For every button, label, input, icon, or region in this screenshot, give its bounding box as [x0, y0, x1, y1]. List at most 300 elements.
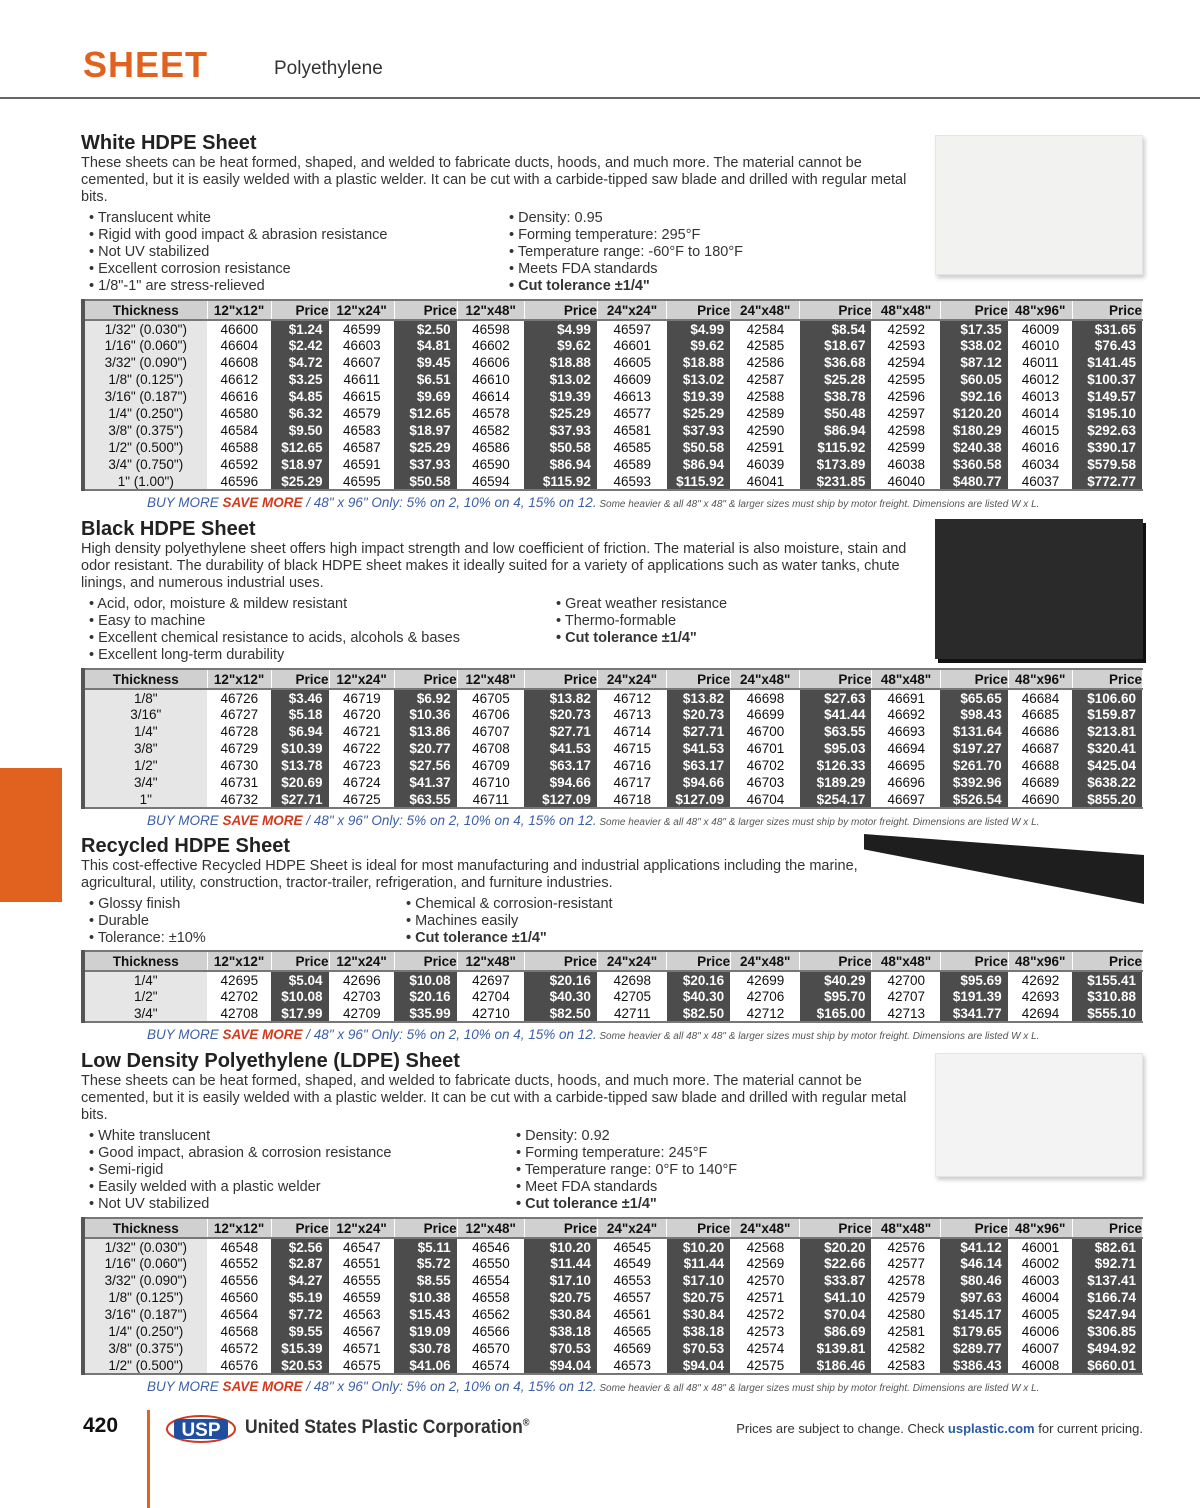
part-number-cell: 46594	[457, 473, 524, 490]
promo-line	[147, 495, 1039, 510]
part-number-cell: 46016	[1008, 439, 1072, 456]
part-number-cell: 42702	[207, 988, 271, 1005]
price-cell: $139.81	[800, 1340, 872, 1357]
promo-red-text: SAVE MORE	[222, 495, 303, 510]
price-cell: $4.81	[394, 337, 457, 354]
price-header: Price	[800, 669, 872, 689]
price-cell: $240.38	[940, 439, 1008, 456]
part-number-cell: 46545	[597, 1238, 666, 1255]
part-number-cell: 46012	[1008, 371, 1072, 388]
price-cell: $526.54	[940, 791, 1008, 808]
white-hdpe-price-table	[81, 299, 1143, 491]
price-cell: $30.84	[667, 1306, 731, 1323]
price-header: Price	[667, 669, 731, 689]
promo-blue-text: BUY MORE	[147, 1027, 223, 1042]
price-cell: $50.48	[800, 405, 872, 422]
table-row	[83, 371, 1143, 388]
part-number-cell: 46552	[207, 1255, 271, 1272]
price-header: Price	[524, 300, 597, 320]
logo-text: USP	[181, 1420, 221, 1441]
part-number-cell: 46727	[207, 706, 271, 723]
part-number-cell: 42596	[872, 388, 940, 405]
part-number-cell: 46013	[1008, 388, 1072, 405]
price-cell: $82.61	[1072, 1238, 1142, 1255]
price-cell: $6.94	[271, 723, 329, 740]
part-number-cell: 46697	[872, 791, 940, 808]
price-header: Price	[800, 300, 872, 320]
bullet-item: • Machines easily	[406, 912, 519, 929]
table-row	[83, 320, 1143, 337]
part-number-cell: 46718	[597, 791, 666, 808]
part-number-cell: 46609	[597, 371, 666, 388]
part-number-cell: 42599	[872, 439, 940, 456]
price-cell: $5.11	[394, 1238, 457, 1255]
part-number-cell: 46603	[329, 337, 394, 354]
promo-blue-text: 48" x 96" Only: 5% on 2, 10% on 4, 15% on 12.	[313, 813, 597, 828]
part-number-cell: 42573	[731, 1323, 800, 1340]
part-number-cell: 46715	[597, 740, 666, 757]
part-number-cell: 42712	[731, 1005, 800, 1022]
part-number-cell: 46576	[207, 1357, 271, 1374]
price-cell: $137.41	[1072, 1272, 1142, 1289]
part-number-cell: 46723	[329, 757, 394, 774]
part-number-cell: 46592	[207, 456, 271, 473]
table-row	[83, 971, 1143, 988]
price-cell: $18.88	[667, 354, 731, 371]
part-number-cell: 42693	[1008, 988, 1072, 1005]
table-header-row	[83, 669, 1143, 689]
price-cell: $292.63	[1072, 422, 1142, 439]
promo-blue-text: BUY MORE	[147, 495, 223, 510]
thickness-cell: 3/32" (0.090")	[83, 1272, 207, 1289]
promo-line	[147, 1379, 1039, 1394]
bullet-list-left	[89, 210, 387, 295]
price-header: Price	[800, 1218, 872, 1238]
thickness-cell: 1/4" (0.250")	[83, 405, 207, 422]
part-number-cell: 46596	[207, 473, 271, 490]
bullet-item: • Density: 0.92	[516, 1128, 610, 1144]
price-cell: $9.45	[394, 354, 457, 371]
part-number-cell: 46573	[597, 1357, 666, 1374]
thickness-header: Thickness	[83, 669, 207, 689]
price-cell: $179.65	[940, 1323, 1008, 1340]
bullet-list-right	[556, 596, 727, 647]
part-number-cell: 46687	[1008, 740, 1072, 757]
part-number-cell: 42713	[872, 1005, 940, 1022]
bullet-item: • Semi-rigid	[89, 1161, 164, 1178]
price-header: Price	[940, 300, 1008, 320]
part-number-cell: 42581	[872, 1323, 940, 1340]
size-header: 12"x48"	[457, 300, 524, 320]
thickness-cell: 1/32" (0.030")	[83, 320, 207, 337]
price-cell: $10.08	[394, 971, 457, 988]
promo-blue-text: /	[302, 1379, 314, 1394]
part-number-cell: 42594	[872, 354, 940, 371]
price-cell: $50.58	[667, 439, 731, 456]
thickness-cell: 1/2"	[83, 988, 207, 1005]
part-number-cell: 46006	[1008, 1323, 1072, 1340]
bullet-list-left	[89, 596, 460, 664]
thickness-cell: 1/8" (0.125")	[83, 1289, 207, 1306]
part-number-cell: 46731	[207, 774, 271, 791]
part-number-cell: 46565	[597, 1323, 666, 1340]
section-description: High density polyethylene sheet offers high impact strength and low coefficient of friction. The material is also moisture, stain and odor resistant. The durability of black HDPE sheet makes it ideally suited for a variety of applications such as water tanks, chute linings, and numerous industrial uses.	[81, 541, 907, 591]
price-cell: $19.39	[524, 388, 597, 405]
part-number-cell: 46599	[329, 320, 394, 337]
side-tab	[0, 768, 62, 902]
part-number-cell: 46588	[207, 439, 271, 456]
price-cell: $92.16	[940, 388, 1008, 405]
thickness-cell: 1/8" (0.125")	[83, 371, 207, 388]
price-cell: $20.75	[524, 1289, 597, 1306]
price-header: Price	[800, 951, 872, 971]
part-number-cell: 42595	[872, 371, 940, 388]
price-cell: $17.99	[271, 1005, 329, 1022]
part-number-cell: 46604	[207, 337, 271, 354]
section-description: This cost-effective Recycled HDPE Sheet is ideal for most manufacturing and industrial applications including the marine, agricultural, utility, construction, tractor-trailer, refrigeration, and furniture industries.	[81, 858, 858, 891]
price-cell: $5.72	[394, 1255, 457, 1272]
price-header: Price	[1072, 300, 1142, 320]
price-cell: $2.87	[271, 1255, 329, 1272]
price-cell: $27.71	[667, 723, 731, 740]
black-hdpe-price-table	[81, 668, 1143, 809]
size-header: 12"x48"	[457, 669, 524, 689]
part-number-cell: 46038	[872, 456, 940, 473]
part-number-cell: 42597	[872, 405, 940, 422]
part-number-cell: 42699	[731, 971, 800, 988]
section-description: These sheets can be heat formed, shaped, and welded to fabricate ducts, hoods, and much more. The material cannot be cemented, but it is easily welded with a plastic welder. It can be cut with a carbide-tipped saw blade and drilled with regular metal bits.	[81, 1073, 907, 1123]
price-cell: $65.65	[940, 689, 1008, 706]
part-number-cell: 46040	[872, 473, 940, 490]
table-row	[83, 1005, 1143, 1022]
size-header: 12"x48"	[457, 1218, 524, 1238]
part-number-cell: 46693	[872, 723, 940, 740]
usp-logo	[166, 1414, 236, 1444]
price-cell: $11.44	[667, 1255, 731, 1272]
price-cell: $25.29	[271, 473, 329, 490]
thickness-cell: 3/32" (0.090")	[83, 354, 207, 371]
promo-red-text: SAVE MORE	[222, 1027, 303, 1042]
part-number-cell: 42592	[872, 320, 940, 337]
price-cell: $9.69	[394, 388, 457, 405]
size-header: 48"x96"	[1008, 300, 1072, 320]
table-row	[83, 1272, 1143, 1289]
promo-blue-text: BUY MORE	[147, 1379, 223, 1394]
promo-small-text: Some heavier & all 48" x 48" & larger sizes must ship by motor freight. Dimensions are listed W x L.	[596, 1031, 1040, 1042]
part-number-cell: 46713	[597, 706, 666, 723]
price-cell: $33.87	[800, 1272, 872, 1289]
bullet-item: • Cut tolerance ±1/4"	[556, 629, 697, 646]
price-cell: $660.01	[1072, 1357, 1142, 1374]
part-number-cell: 46005	[1008, 1306, 1072, 1323]
price-cell: $94.66	[524, 774, 597, 791]
price-cell: $95.70	[800, 988, 872, 1005]
size-header: 24"x24"	[597, 1218, 666, 1238]
part-number-cell: 42585	[731, 337, 800, 354]
thickness-cell: 3/8"	[83, 740, 207, 757]
price-cell: $20.16	[394, 988, 457, 1005]
bullet-item: • Thermo-formable	[556, 612, 677, 629]
price-cell: $127.09	[667, 791, 731, 808]
part-number-cell: 46593	[597, 473, 666, 490]
part-number-cell: 46585	[597, 439, 666, 456]
part-number-cell: 42697	[457, 971, 524, 988]
price-cell: $9.50	[271, 422, 329, 439]
part-number-cell: 46566	[457, 1323, 524, 1340]
price-cell: $63.17	[524, 757, 597, 774]
bullet-list-left	[89, 896, 206, 947]
price-cell: $41.53	[524, 740, 597, 757]
price-header: Price	[394, 1218, 457, 1238]
price-cell: $10.36	[394, 706, 457, 723]
bullet-item: • Forming temperature: 295°F	[509, 226, 701, 243]
part-number-cell: 42711	[597, 1005, 666, 1022]
price-cell: $97.63	[940, 1289, 1008, 1306]
price-cell: $25.29	[394, 439, 457, 456]
price-cell: $772.77	[1072, 473, 1142, 490]
table-row	[83, 1357, 1143, 1374]
part-number-cell: 46583	[329, 422, 394, 439]
price-cell: $4.27	[271, 1272, 329, 1289]
price-cell: $4.99	[667, 320, 731, 337]
price-cell: $63.55	[800, 723, 872, 740]
size-header: 12"x24"	[329, 300, 394, 320]
price-cell: $320.41	[1072, 740, 1142, 757]
part-number-cell: 46605	[597, 354, 666, 371]
part-number-cell: 46547	[329, 1238, 394, 1255]
bullet-item: • Density: 0.95	[509, 210, 603, 226]
bullet-item: • Meets FDA standards	[509, 260, 658, 277]
promo-blue-text: /	[302, 1027, 314, 1042]
part-number-cell: 46728	[207, 723, 271, 740]
part-number-cell: 46562	[457, 1306, 524, 1323]
part-number-cell: 46007	[1008, 1340, 1072, 1357]
part-number-cell: 42574	[731, 1340, 800, 1357]
part-number-cell: 46724	[329, 774, 394, 791]
thickness-cell: 3/16"	[83, 706, 207, 723]
part-number-cell: 46555	[329, 1272, 394, 1289]
price-header: Price	[667, 300, 731, 320]
part-number-cell: 42703	[329, 988, 394, 1005]
bullet-list-left	[89, 1128, 391, 1213]
price-cell: $4.99	[524, 320, 597, 337]
part-number-cell: 46014	[1008, 405, 1072, 422]
price-cell: $31.65	[1072, 320, 1142, 337]
website-link[interactable]: usplastic.com	[947, 1421, 1035, 1436]
thickness-cell: 1/8"	[83, 689, 207, 706]
price-cell: $5.18	[271, 706, 329, 723]
part-number-cell: 46561	[597, 1306, 666, 1323]
part-number-cell: 46611	[329, 371, 394, 388]
part-number-cell: 46556	[207, 1272, 271, 1289]
price-cell: $13.82	[667, 689, 731, 706]
size-header: 12"x24"	[329, 951, 394, 971]
price-cell: $86.94	[800, 422, 872, 439]
bullet-item: • Temperature range: 0°F to 140°F	[516, 1161, 738, 1178]
part-number-cell: 42588	[731, 388, 800, 405]
bullet-item: • Excellent long-term durability	[89, 646, 285, 663]
price-cell: $18.97	[394, 422, 457, 439]
table-row	[83, 774, 1143, 791]
size-header: 12"x48"	[457, 951, 524, 971]
part-number-cell: 42700	[872, 971, 940, 988]
part-number-cell: 42695	[207, 971, 271, 988]
price-header: Price	[271, 300, 329, 320]
price-cell: $126.33	[800, 757, 872, 774]
part-number-cell: 42696	[329, 971, 394, 988]
price-cell: $189.29	[800, 774, 872, 791]
price-cell: $30.78	[394, 1340, 457, 1357]
table-row	[83, 1238, 1143, 1255]
white-hdpe-swatch	[935, 135, 1143, 275]
price-cell: $254.17	[800, 791, 872, 808]
bullet-item: • Cut tolerance ±1/4"	[516, 1195, 657, 1212]
price-cell: $25.29	[524, 405, 597, 422]
promo-red-text: SAVE MORE	[222, 813, 303, 828]
bullet-item: • Excellent corrosion resistance	[89, 260, 291, 277]
price-cell: $27.71	[271, 791, 329, 808]
part-number-cell: 46554	[457, 1272, 524, 1289]
thickness-cell: 1/4"	[83, 723, 207, 740]
promo-blue-text: 48" x 96" Only: 5% on 2, 10% on 4, 15% on 12.	[313, 1027, 597, 1042]
price-cell: $13.02	[667, 371, 731, 388]
part-number-cell: 46001	[1008, 1238, 1072, 1255]
part-number-cell: 46709	[457, 757, 524, 774]
promo-blue-text: BUY MORE	[147, 813, 223, 828]
price-cell: $10.08	[271, 988, 329, 1005]
price-cell: $17.10	[667, 1272, 731, 1289]
price-cell: $17.35	[940, 320, 1008, 337]
price-cell: $166.74	[1072, 1289, 1142, 1306]
part-number-cell: 42589	[731, 405, 800, 422]
thickness-cell: 1/2"	[83, 757, 207, 774]
part-number-cell: 42580	[872, 1306, 940, 1323]
table-row	[83, 405, 1143, 422]
price-cell: $231.85	[800, 473, 872, 490]
price-cell: $70.53	[667, 1340, 731, 1357]
part-number-cell: 46716	[597, 757, 666, 774]
price-cell: $247.94	[1072, 1306, 1142, 1323]
part-number-cell: 46009	[1008, 320, 1072, 337]
price-cell: $131.64	[940, 723, 1008, 740]
thickness-cell: 3/8" (0.375")	[83, 1340, 207, 1357]
size-header: 12"x12"	[207, 951, 271, 971]
price-cell: $82.50	[667, 1005, 731, 1022]
thickness-cell: 1/16" (0.060")	[83, 1255, 207, 1272]
price-cell: $100.37	[1072, 371, 1142, 388]
part-number-cell: 46613	[597, 388, 666, 405]
thickness-cell: 3/16" (0.187")	[83, 388, 207, 405]
table-row	[83, 706, 1143, 723]
price-cell: $390.17	[1072, 439, 1142, 456]
price-cell: $3.46	[271, 689, 329, 706]
part-number-cell: 46704	[731, 791, 800, 808]
bullet-item: • Forming temperature: 245°F	[516, 1144, 708, 1161]
price-cell: $310.88	[1072, 988, 1142, 1005]
part-number-cell: 46574	[457, 1357, 524, 1374]
part-number-cell: 42708	[207, 1005, 271, 1022]
price-cell: $41.44	[800, 706, 872, 723]
part-number-cell: 42707	[872, 988, 940, 1005]
bullet-item: • Rigid with good impact & abrasion resistance	[89, 226, 388, 243]
price-cell: $306.85	[1072, 1323, 1142, 1340]
price-cell: $95.69	[940, 971, 1008, 988]
table-row	[83, 1340, 1143, 1357]
price-cell: $20.16	[524, 971, 597, 988]
price-cell: $191.39	[940, 988, 1008, 1005]
price-cell: $141.45	[1072, 354, 1142, 371]
price-header: Price	[667, 1218, 731, 1238]
price-cell: $15.43	[394, 1306, 457, 1323]
size-header: 24"x24"	[597, 300, 666, 320]
part-number-cell: 46690	[1008, 791, 1072, 808]
price-cell: $41.53	[667, 740, 731, 757]
thickness-cell: 1/4" (0.250")	[83, 1323, 207, 1340]
promo-line	[147, 813, 1039, 828]
price-cell: $4.72	[271, 354, 329, 371]
part-number-cell: 46686	[1008, 723, 1072, 740]
price-header: Price	[1072, 1218, 1142, 1238]
part-number-cell: 42593	[872, 337, 940, 354]
size-header: 24"x48"	[731, 1218, 800, 1238]
part-number-cell: 46004	[1008, 1289, 1072, 1306]
thickness-cell: 3/4" (0.750")	[83, 456, 207, 473]
part-number-cell: 46612	[207, 371, 271, 388]
part-number-cell: 46041	[731, 473, 800, 490]
table-row	[83, 1323, 1143, 1340]
ldpe-price-table	[81, 1217, 1143, 1375]
price-cell: $149.57	[1072, 388, 1142, 405]
table-row	[83, 1255, 1143, 1272]
price-cell: $22.66	[800, 1255, 872, 1272]
part-number-cell: 46579	[329, 405, 394, 422]
part-number-cell: 46608	[207, 354, 271, 371]
part-number-cell: 46567	[329, 1323, 394, 1340]
thickness-header: Thickness	[83, 300, 207, 320]
part-number-cell: 46546	[457, 1238, 524, 1255]
price-cell: $10.20	[524, 1238, 597, 1255]
price-cell: $70.53	[524, 1340, 597, 1357]
price-cell: $87.12	[940, 354, 1008, 371]
price-cell: $19.39	[667, 388, 731, 405]
size-header: 48"x96"	[1008, 951, 1072, 971]
part-number-cell: 46015	[1008, 422, 1072, 439]
price-cell: $25.29	[667, 405, 731, 422]
part-number-cell: 46616	[207, 388, 271, 405]
part-number-cell: 46702	[731, 757, 800, 774]
part-number-cell: 46689	[1008, 774, 1072, 791]
price-cell: $13.78	[271, 757, 329, 774]
part-number-cell: 42569	[731, 1255, 800, 1272]
bullet-item: • Tolerance: ±10%	[89, 929, 206, 946]
part-number-cell: 46551	[329, 1255, 394, 1272]
footer-divider	[147, 1410, 150, 1508]
size-header: 48"x48"	[872, 669, 940, 689]
price-cell: $155.41	[1072, 971, 1142, 988]
price-cell: $37.93	[524, 422, 597, 439]
price-cell: $180.29	[940, 422, 1008, 439]
price-cell: $18.67	[800, 337, 872, 354]
price-cell: $186.46	[800, 1357, 872, 1374]
size-header: 12"x12"	[207, 669, 271, 689]
part-number-cell: 46700	[731, 723, 800, 740]
price-cell: $2.56	[271, 1238, 329, 1255]
price-cell: $17.10	[524, 1272, 597, 1289]
table-row	[83, 689, 1143, 706]
part-number-cell: 46606	[457, 354, 524, 371]
part-number-cell: 46706	[457, 706, 524, 723]
part-number-cell: 42590	[731, 422, 800, 439]
